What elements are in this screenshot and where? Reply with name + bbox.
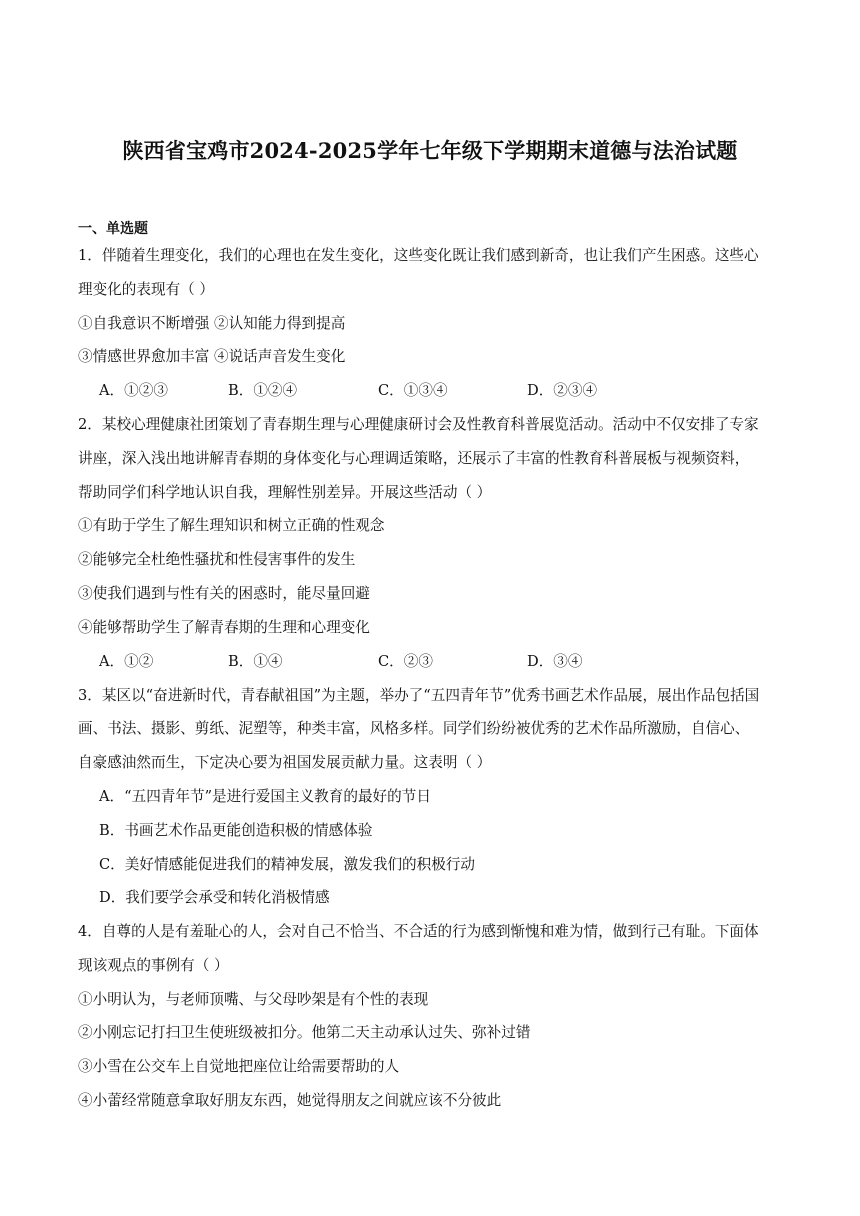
q2-option-a: A．①② (99, 653, 154, 670)
q1-option-c: C．①③④ (378, 382, 448, 399)
q4-statement-4: ④小蕾经常随意拿取好朋友东西，她觉得朋友之间就应该不分彼此 (78, 1092, 502, 1109)
q1-stem-line-2: 理变化的表现有（ ） (78, 281, 214, 298)
q4-statement-1: ①小明认为，与老师顶嘴、与父母吵架是有个性的表现 (78, 991, 429, 1008)
q1-option-a: A．①②③ (99, 382, 168, 399)
q3-option-b: B．书画艺术作品更能创造积极的情感体验 (99, 822, 373, 839)
q2-stem-line-1: 2．某校心理健康社团策划了青春期生理与心理健康研讨会及性教育科普展览活动。活动中不仅安排了专家 (78, 416, 759, 433)
q4-statement-3: ③小雪在公交车上自觉地把座位让给需要帮助的人 (78, 1058, 400, 1075)
q2-option-d: D．③④ (527, 653, 583, 670)
exam-title: 陕西省宝鸡市2024-2025学年七年级下学期期末道德与法治试题 (122, 138, 738, 163)
q1-stem-line-1: 1．伴随着生理变化，我们的心理也在发生变化，这些变化既让我们感到新奇，也让我们产生困惑。这些心 (78, 247, 759, 264)
q2-option-c: C．②③ (378, 653, 433, 670)
q1-option-d: D．②③④ (527, 382, 598, 399)
q2-statement-3: ③使我们遇到与性有关的困惑时，能尽量回避 (78, 585, 370, 602)
q4-stem-line-1: 4．自尊的人是有羞耻心的人，会对自己不恰当、不合适的行为感到惭愧和难为情，做到行己有耻。下面体 (78, 923, 759, 940)
q3-stem-line-2: 画、书法、摄影、剪纸、泥塑等，种类丰富，风格多样。同学们纷纷被优秀的艺术作品所激励，自信心、 (78, 720, 750, 737)
q4-statement-2: ②小刚忘记打扫卫生使班级被扣分。他第二天主动承认过失、弥补过错 (78, 1024, 531, 1041)
q1-statement-2: ③情感世界愈加丰富 ④说话声音发生变化 (78, 348, 346, 365)
q3-option-a: A．“五四青年节”是进行爱国主义教育的最好的节日 (99, 788, 431, 805)
section-heading: 一、单选题 (78, 221, 148, 237)
q2-statement-2: ②能够完全杜绝性骚扰和性侵害事件的发生 (78, 551, 356, 568)
q2-statement-1: ①有助于学生了解生理知识和树立正确的性观念 (78, 517, 385, 534)
q1-statement-1: ①自我意识不断增强 ②认知能力得到提高 (78, 315, 346, 332)
q3-option-c: C．美好情感能促进我们的精神发展，激发我们的积极行动 (99, 856, 476, 873)
q3-stem-line-1: 3．某区以“奋进新时代，青春献祖国”为主题，举办了“五四青年节”优秀书画艺术作品展，展出作品包括国 (78, 687, 760, 704)
q3-option-d: D．我们要学会承受和转化消极情感 (99, 889, 330, 906)
q4-stem-line-2: 现该观点的事例有（ ） (78, 957, 229, 974)
q3-stem-line-3: 自豪感油然而生，下定决心要为祖国发展贡献力量。这表明（ ） (78, 754, 492, 771)
q2-stem-line-2: 讲座，深入浅出地讲解青春期的身体变化与心理调适策略，还展示了丰富的性教育科普展板与视频资料， (78, 450, 750, 467)
q2-statement-4: ④能够帮助学生了解青春期的生理和心理变化 (78, 619, 370, 636)
q2-stem-line-3: 帮助同学们科学地认识自我，理解性别差异。开展这些活动（ ） (78, 484, 492, 501)
q2-option-b: B．①④ (228, 653, 283, 670)
q1-option-b: B．①②④ (228, 382, 298, 399)
